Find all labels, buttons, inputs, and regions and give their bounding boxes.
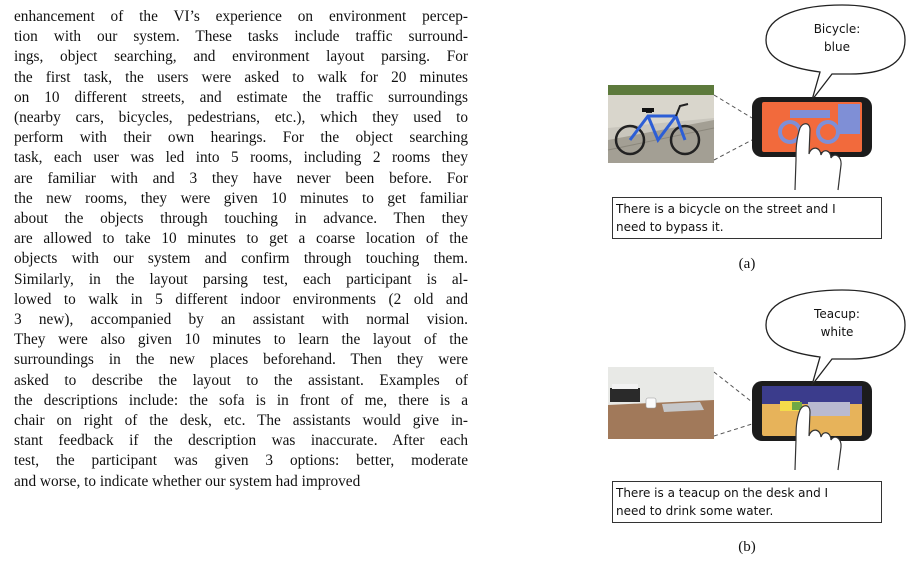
body-text-line: (nearby cars, bicycles, pedestrians, etc.), which they used to <box>14 109 468 127</box>
bubble-text-a <box>797 20 877 56</box>
body-text-line: and worse, to indicate whether our system had improved <box>14 472 361 490</box>
body-text-line: tion with our system. These tasks include traffic surround- <box>14 28 468 46</box>
bubble-b-line2: white <box>820 325 854 339</box>
body-text-line: test, the participant was given 3 options: better, moderate <box>14 452 468 470</box>
body-text-line: task, each user was led into 5 rooms, including 2 rooms they <box>14 149 468 167</box>
caption-box-b <box>612 481 882 523</box>
body-text-line: Similarly, in the layout parsing test, each participant is al- <box>14 270 468 288</box>
body-text-line: chair on right of the desk, etc. The assistants would give in- <box>14 412 468 430</box>
bubble-b-line1: Teacup: <box>814 307 860 321</box>
subfigure-label-b: (b) <box>738 539 756 555</box>
body-text-line: ings, object searching, and environment layout parsing. For <box>14 48 468 66</box>
body-text-line: about the objects through touching in advance. Then they <box>14 210 468 228</box>
body-text-line: perform with their own hearings. For the object searching <box>14 129 468 147</box>
caption-a-line1: There is a bicycle on the street and I <box>616 202 836 216</box>
bubble-a-line2: blue <box>824 40 850 54</box>
caption-b-line2: need to drink some water. <box>616 504 774 518</box>
body-text-line: on 10 different streets, and estimate the traffic surroundings <box>14 88 468 106</box>
body-text-line: They were also given 10 minutes to learn the layout of the <box>14 331 468 349</box>
caption-b-line1: There is a teacup on the desk and I <box>616 486 829 500</box>
body-text-line: the descriptions include: the sofa is in front of me, there is a <box>14 391 468 409</box>
body-text-line: stant feedback if the description was inaccurate. After each <box>14 432 468 450</box>
body-text-line: the new rooms, they were given 10 minutes to get familiar <box>14 189 468 207</box>
body-text-line: are familiar with and 3 they have never been before. For <box>14 169 468 187</box>
desk-photo <box>608 367 714 439</box>
bubble-a-line1: Bicycle: <box>813 22 861 36</box>
body-text-line: lowed to walk in 5 different indoor environments (2 old and <box>14 290 468 308</box>
body-text-line: surroundings in the new places beforehand. Then they were <box>14 351 468 369</box>
caption-a-line2: need to bypass it. <box>616 220 724 234</box>
body-text-line: are allowed to take 10 minutes to get a coarse location of the <box>14 230 468 248</box>
caption-box-a <box>612 197 882 239</box>
bubble-text-b <box>797 305 877 341</box>
subfigure-label-a: (a) <box>738 256 756 272</box>
body-text-line: enhancement of the VI’s experience on environment percep- <box>14 8 468 25</box>
body-text-line: objects with our system and confirm through touching them. <box>14 250 468 268</box>
body-text-line: asked to describe the layout to the assistant. Examples of <box>14 371 468 389</box>
body-text-line: the first task, the users were asked to walk for 20 minutes <box>14 68 468 86</box>
body-text-line: 3 new), accompanied by an assistant with normal vision. <box>14 311 468 329</box>
